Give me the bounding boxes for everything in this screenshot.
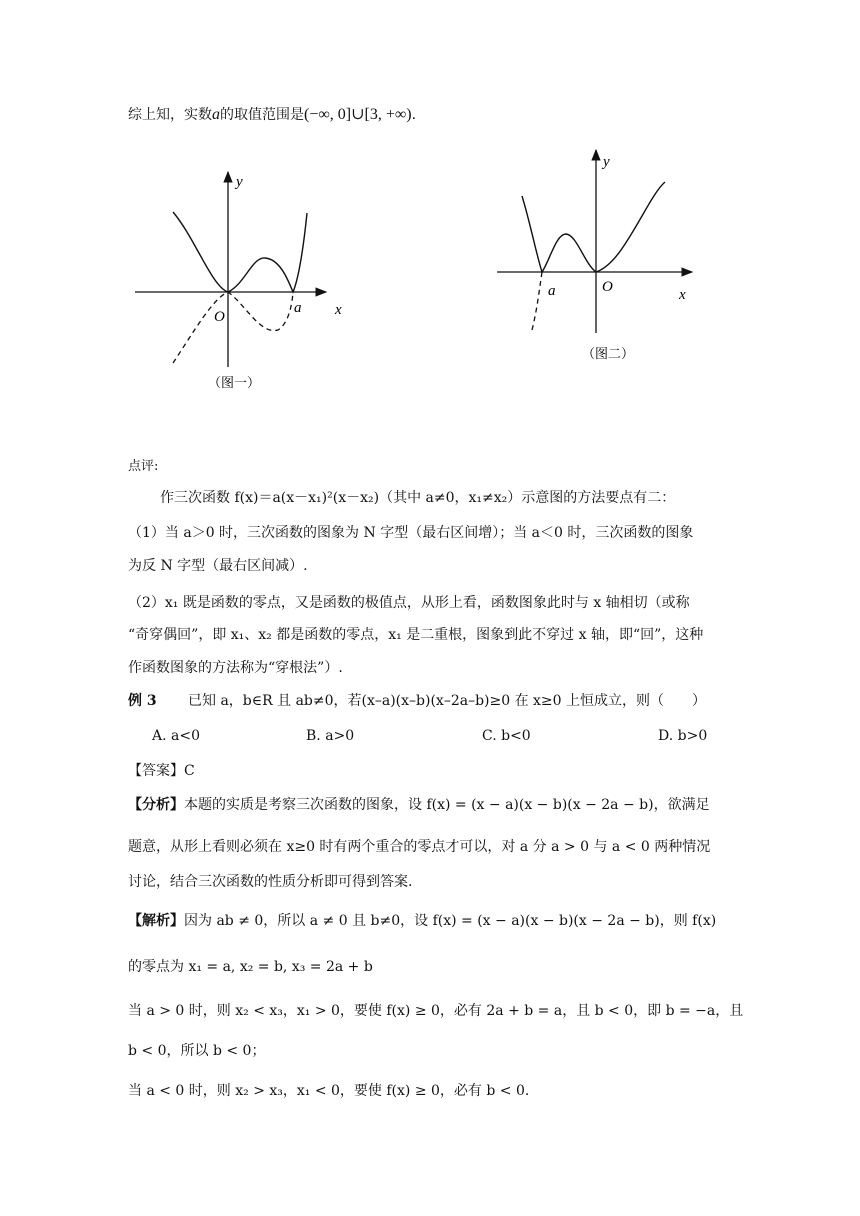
example-line [128,692,706,710]
fig1-y-label: y [236,174,243,190]
conclusion-var-a: a [212,106,220,123]
analysis-line-2: 题意，从形上看则必须在 x≥0 时有两个重合的零点才可以，对 a 分 a > 0 与 a < 0 两种情况 [128,839,711,855]
fig1-origin-label: O [214,309,225,325]
conclusion-pre: 综上知，实数 [128,107,212,123]
answer-value: C [184,763,195,779]
fig2-a-label: a [548,283,556,299]
solution-text-1: 因为 ab ≠ 0，所以 a ≠ 0 且 b≠0，设 f(x) = (x − a)(x − b)(x − 2a − b)，则 f(x) [184,913,717,929]
option-a: A. a<0 [152,728,200,744]
analysis-tag: 【分析】 [128,797,184,813]
conclusion-range: (−∞, 0]∪[3, +∞) [304,106,412,123]
solution-line-2: 的零点为 x₁ = a, x₂ = b, x₃ = 2a + b [128,959,373,975]
comment-title: 点评: [128,459,159,474]
analysis-line-1 [128,796,710,814]
example-label: 例 3 [128,693,157,709]
fig2-dashed-curve [532,272,542,330]
comment-p1b: 为反 N 字型（最右区间减）. [128,558,308,574]
conclusion-mid: 的取值范围是 [220,107,304,123]
comment-p2a: （2）x₁ 既是函数的零点，又是函数的极值点，从形上看，函数图象此时与 x 轴相切（或称 [128,595,690,611]
solution-line-4: b < 0，所以 b < 0； [128,1043,266,1059]
option-b: B. a>0 [306,728,355,744]
analysis-text-1: 本题的实质是考察三次函数的图象，设 f(x) = (x − a)(x − b)(x − 2a − b)，欲满足 [184,797,710,813]
solution-tag: 【解析】 [128,913,184,929]
comment-intro: 作三次函数 f(x)＝a(x－x₁)²(x－x₂)（其中 a≠0，x₁≠x₂）示意图的方法要点有二： [160,490,676,506]
fig1-dashed-curve [173,292,293,363]
answer-tag: 【答案】 [128,763,184,779]
fig2-y-label: y [603,154,610,170]
fig1-caption: （图一） [208,376,261,391]
fig2-solid-curve [522,182,665,272]
solution-line-1 [128,912,716,930]
option-d: D. b>0 [658,728,708,744]
conclusion-post: . [411,107,417,123]
example-stem: 已知 a，b∈R 且 ab≠0，若(x–a)(x–b)(x–2a–b)≥0 在 x≥0 上恒成立，则（ ） [188,693,707,709]
analysis-line-3: 讨论，结合三次函数的性质分析即可得到答案. [128,874,413,890]
solution-line-3: 当 a > 0 时，则 x₂ < x₃，x₁ > 0，要使 f(x) ≥ 0，必有 2a + b = a，且 b < 0，即 b = −a，且 [128,1003,744,1019]
answer-line [128,762,195,780]
fig2-x-label: x [679,287,686,303]
fig2-origin-label: O [602,279,613,295]
fig2-caption: （图二） [582,347,635,362]
solution-line-5: 当 a < 0 时，则 x₂ > x₃，x₁ < 0，要使 f(x) ≥ 0，必有 b < 0. [128,1083,530,1099]
fig1-a-label: a [294,300,302,316]
comment-p2b: “奇穿偶回”，即 x₁、x₂ 都是函数的零点，x₁ 是二重根，图象到此不穿过 x 轴，即“回”，这种 [128,627,704,643]
fig1-solid-curve [173,212,307,292]
option-c: C. b<0 [482,728,531,744]
comment-p1a: （1）当 a＞0 时，三次函数的图象为 N 字型（最右区间增）；当 a＜0 时，三次函数的图象 [128,525,694,541]
fig1-x-label: x [335,302,342,318]
comment-p2c: 作函数图象的方法称为“穿根法”）. [128,660,343,676]
